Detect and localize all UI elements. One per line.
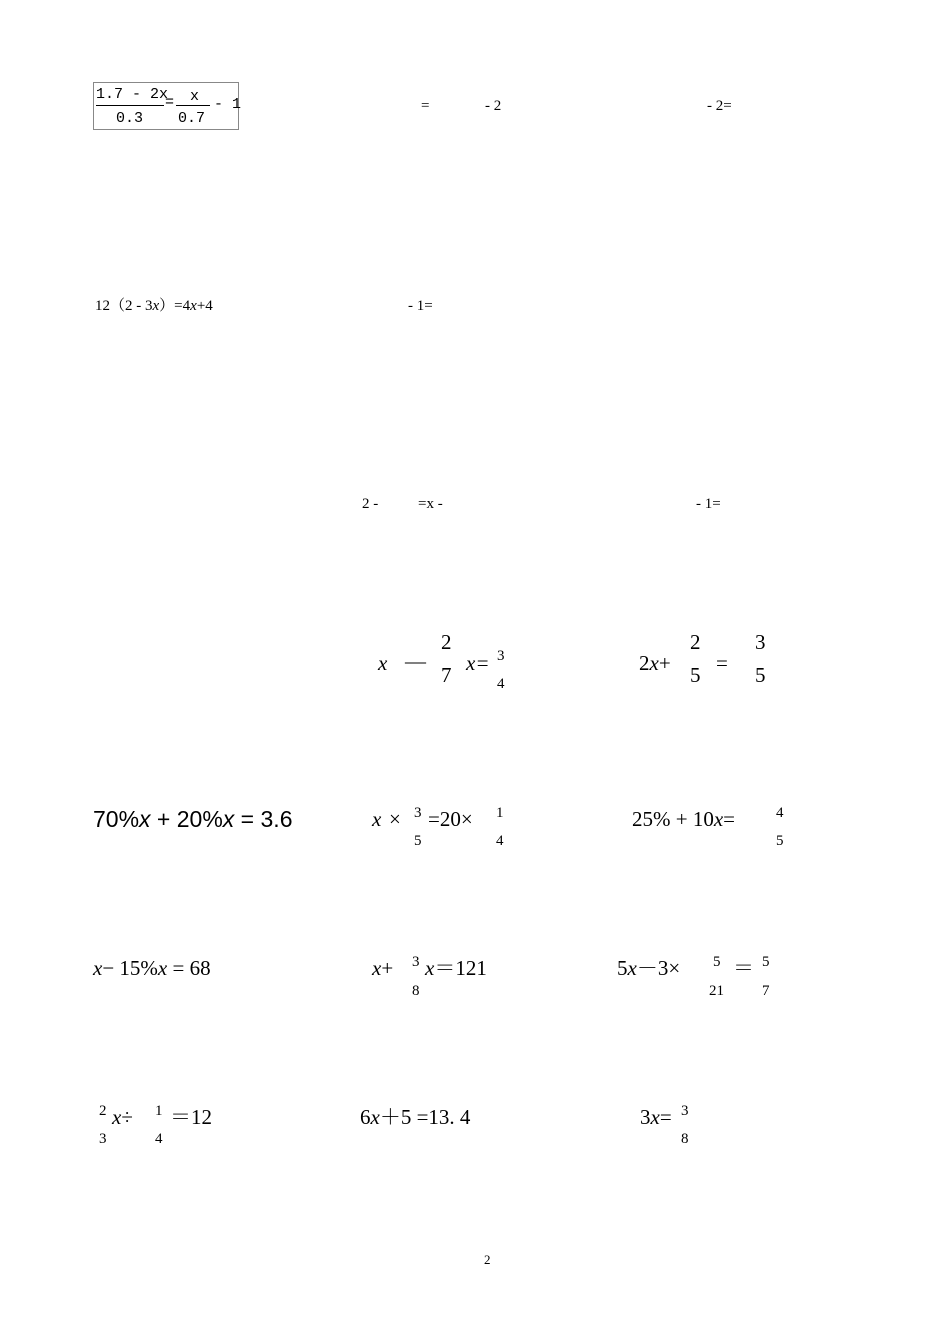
row2-eq1: [95, 299, 213, 314]
var-x: x: [112, 1105, 122, 1129]
row7-eq1-tail: ＝12: [170, 1105, 212, 1129]
var-x: x: [157, 956, 168, 980]
text-seg: 12（2 - 3: [95, 298, 153, 314]
divide-sign: ÷: [121, 1105, 133, 1129]
fraction-bar-1: [96, 105, 164, 106]
text-seg: = 3.6: [234, 806, 293, 832]
fraction-numerator: 2: [441, 630, 452, 654]
row3-eq1-left: 2 -: [362, 496, 379, 512]
fraction-denominator: 4: [496, 833, 504, 849]
row4-eq2-lead: [639, 653, 671, 674]
equation-image-fraction: [93, 82, 242, 130]
row7-eq1-mid: [112, 1107, 133, 1128]
fraction-numerator: 5: [762, 954, 770, 970]
row3-eq2: - 1=: [696, 496, 721, 512]
plus-sign: +: [381, 956, 394, 980]
fraction-denominator-1: 0.3: [116, 110, 144, 127]
var-x: x: [372, 956, 382, 980]
fraction-numerator-2: x: [190, 88, 200, 105]
plus-sign: +: [658, 651, 671, 675]
text-seg: ＋5 =13. 4: [379, 1105, 471, 1129]
fraction-numerator: 1: [155, 1103, 163, 1119]
fraction-denominator: 4: [497, 676, 505, 692]
var-x: x: [370, 1105, 380, 1129]
equals-sign: =: [723, 807, 736, 831]
row6-eq2-tail: [425, 958, 487, 979]
row6-eq3-lead: [617, 958, 680, 979]
text-seg: ）=4: [159, 298, 191, 314]
text-seg: 2: [639, 651, 650, 675]
fraction-denominator-2: 0.7: [178, 110, 206, 127]
minus-sign: —: [405, 649, 426, 673]
var-x: x: [93, 956, 103, 980]
fraction-numerator: 3: [412, 954, 420, 970]
row5-eq1: [93, 808, 292, 831]
text-seg: 25% + 10: [632, 807, 714, 831]
var-x: x: [713, 807, 724, 831]
fraction-numerator: 3: [681, 1103, 689, 1119]
fraction-denominator: 7: [441, 663, 452, 687]
var-x: x: [650, 1105, 660, 1129]
var-x: x: [139, 806, 151, 832]
row6-eq1: [93, 958, 211, 979]
row7-eq2: [360, 1107, 470, 1128]
fraction-denominator: 8: [412, 983, 420, 999]
fraction-denominator: 7: [762, 983, 770, 999]
text-seg: 3: [640, 1105, 651, 1129]
fraction-denominator: 5: [755, 663, 766, 687]
var-x-equals: x=: [466, 651, 490, 675]
equation-middle: =20×: [428, 807, 473, 831]
text-seg: = 68: [167, 956, 211, 980]
var-x: x: [222, 806, 235, 832]
equation-tail: - 1: [214, 96, 242, 113]
row1-eq2-tail: - 2: [485, 98, 502, 114]
fraction-numerator: 3: [497, 648, 505, 664]
text-seg: ＝121: [434, 956, 487, 980]
text-seg: 5: [617, 956, 628, 980]
text-seg: 70%: [93, 806, 140, 832]
fraction-denominator: 21: [709, 983, 724, 999]
row3-eq1-right: =x -: [418, 496, 443, 512]
fraction-numerator: 2: [690, 630, 701, 654]
fraction-numerator: 3: [414, 805, 422, 821]
var-x: x: [627, 956, 637, 980]
var-x: x: [649, 651, 659, 675]
row6-eq2-lead: [372, 958, 393, 979]
row2-eq2: - 1=: [408, 298, 433, 314]
fraction-denominator: 3: [99, 1131, 107, 1147]
row7-eq3: [640, 1107, 672, 1128]
var-x: x: [152, 298, 160, 314]
fraction-bar-2: [176, 105, 210, 106]
fraction-numerator: 1: [496, 805, 504, 821]
fraction-denominator: 5: [690, 663, 701, 687]
equals-sign: =: [716, 651, 728, 675]
var-x: x: [425, 956, 435, 980]
var-x: x: [372, 807, 382, 831]
fraction-denominator: 4: [155, 1131, 163, 1147]
times-sign: ×: [389, 807, 401, 831]
fraction-denominator: 8: [681, 1131, 689, 1147]
row1-eq2-equals: =: [421, 98, 430, 114]
fraction-denominator: 5: [776, 833, 784, 849]
fraction-numerator: 5: [713, 954, 721, 970]
fraction-numerator-1: 1.7 - 2x: [96, 86, 169, 103]
text-seg: + 20%: [150, 806, 223, 832]
equals-sign: =: [165, 94, 175, 111]
text-seg: +4: [196, 298, 213, 314]
equals-sign: =: [659, 1105, 672, 1129]
text-seg: − 15%: [102, 956, 158, 980]
fraction-numerator: 3: [755, 630, 766, 654]
fraction-numerator: 2: [99, 1103, 107, 1119]
text-seg: 6: [360, 1105, 371, 1129]
fraction-denominator: 5: [414, 833, 422, 849]
row1-eq3: - 2=: [707, 98, 732, 114]
page-number: 2: [484, 1252, 491, 1267]
row5-eq3: [632, 809, 735, 830]
var-x: x: [190, 298, 197, 314]
text-seg: －3×: [636, 956, 681, 980]
var-x: x: [378, 651, 388, 675]
fraction-numerator: 4: [776, 805, 784, 821]
equals-sign: ＝: [733, 956, 754, 980]
